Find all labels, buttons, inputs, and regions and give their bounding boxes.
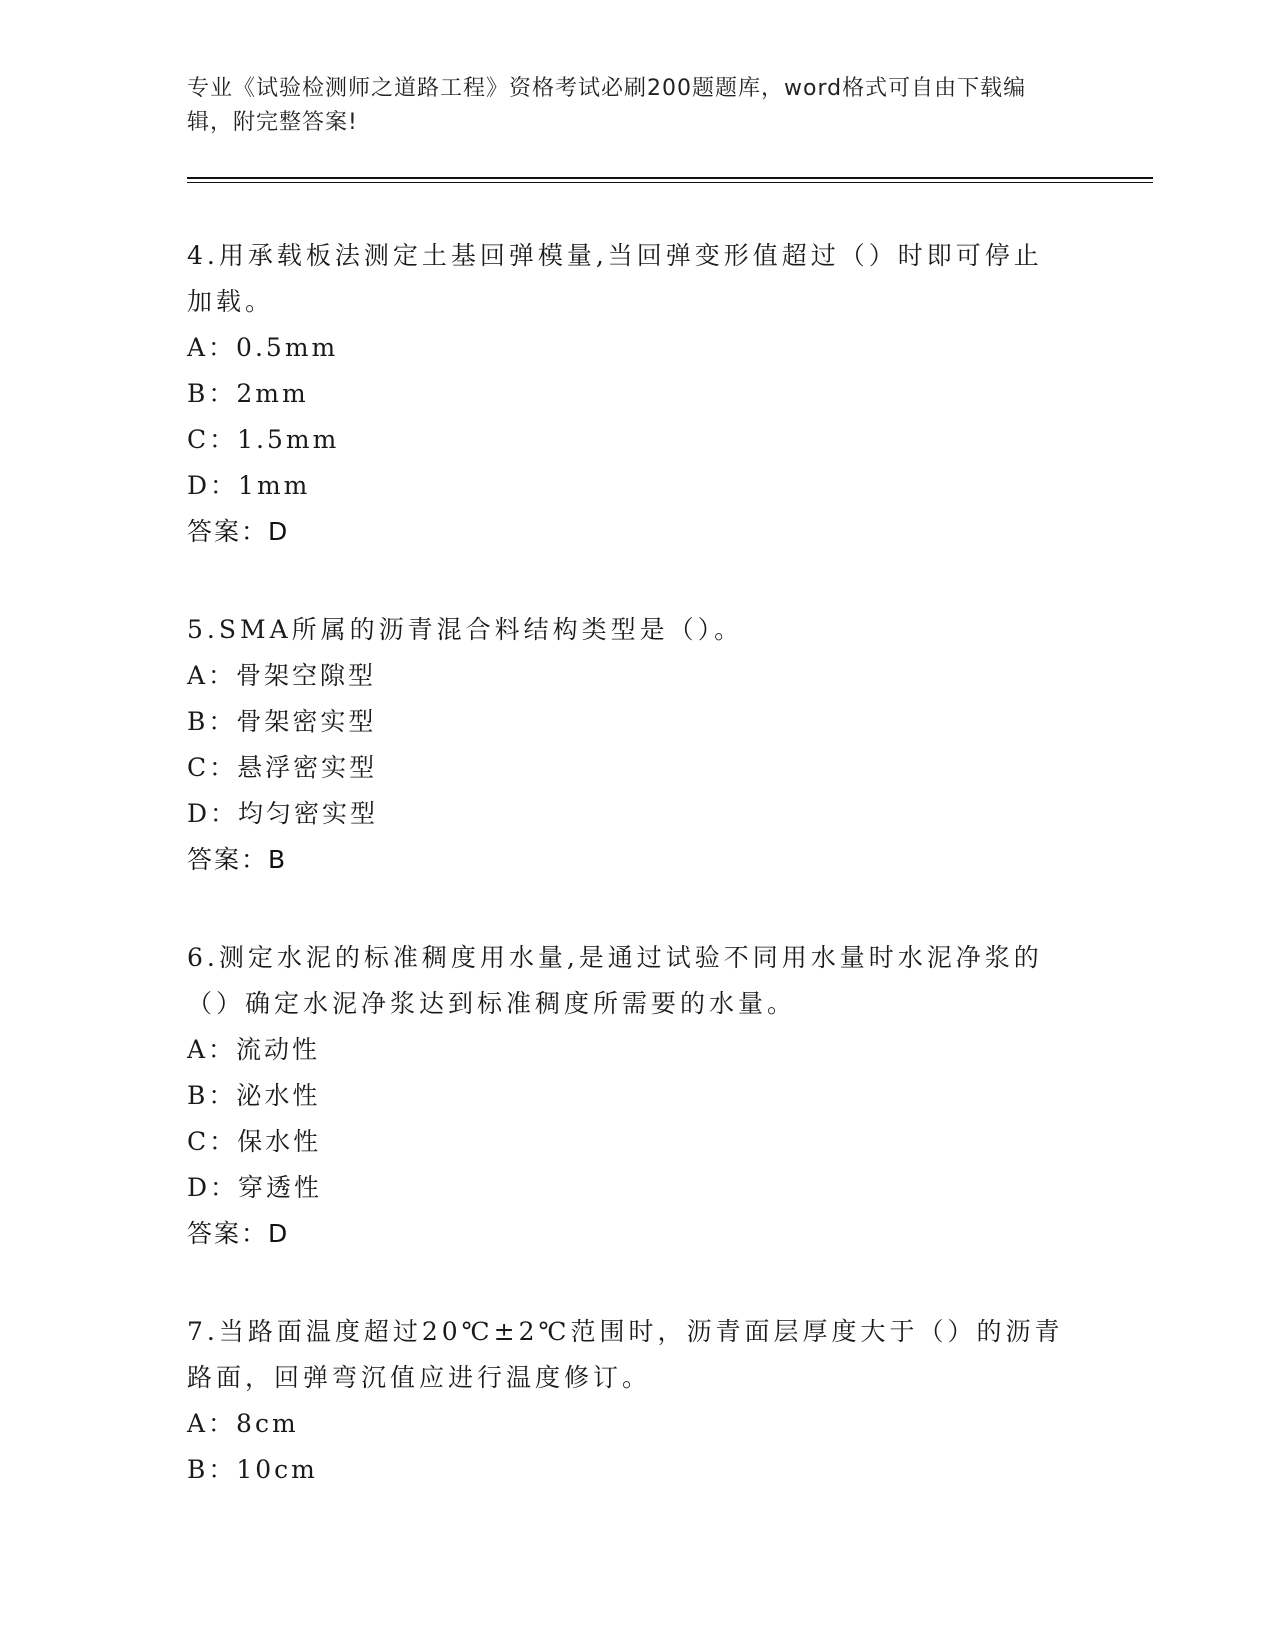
question-list (187, 233, 1087, 1545)
header-divider-thin (187, 182, 1153, 183)
option-c: C：1.5mm (187, 425, 340, 454)
answer-line: 答案：B (187, 845, 288, 874)
option-b: B：2mm (187, 379, 309, 408)
option-c: C：悬浮密实型 (187, 753, 378, 782)
option-b: B：骨架密实型 (187, 707, 377, 736)
option-d: D：均匀密实型 (187, 799, 379, 828)
header-divider (187, 177, 1153, 179)
option-a: A：流动性 (187, 1035, 321, 1064)
option-a: A：骨架空隙型 (187, 661, 377, 690)
question-text: 7.当路面温度超过20℃±2℃范围时，沥青面层厚度大于（）的沥青路面，回弹弯沉值应进行温度修订。 (187, 1317, 1064, 1392)
question-text: 4.用承载板法测定土基回弹模量,当回弹变形值超过（）时即可停止加载。 (187, 241, 1043, 316)
question-5 (187, 607, 1087, 883)
option-a: A：8cm (187, 1409, 299, 1438)
option-b: B：10cm (187, 1455, 318, 1484)
option-c: C：保水性 (187, 1127, 322, 1156)
option-d: D：1mm (187, 471, 311, 500)
question-4 (187, 233, 1087, 555)
option-a: A：0.5mm (187, 333, 339, 362)
option-d: D：穿透性 (187, 1173, 323, 1202)
question-6 (187, 935, 1087, 1257)
document-header: 专业《试验检测师之道路工程》资格考试必刷200题题库，word格式可自由下载编辑，附完整答案! (187, 76, 1027, 135)
option-b: B：泌水性 (187, 1081, 321, 1110)
answer-line: 答案：D (187, 517, 290, 546)
question-7 (187, 1309, 1087, 1493)
answer-line: 答案：D (187, 1219, 290, 1248)
question-text: 5.SMA所属的沥青混合料结构类型是（）。 (187, 615, 744, 644)
question-text: 6.测定水泥的标准稠度用水量,是通过试验不同用水量时水泥净浆的（）确定水泥净浆达到标准稠度所需要的水量。 (187, 943, 1043, 1018)
